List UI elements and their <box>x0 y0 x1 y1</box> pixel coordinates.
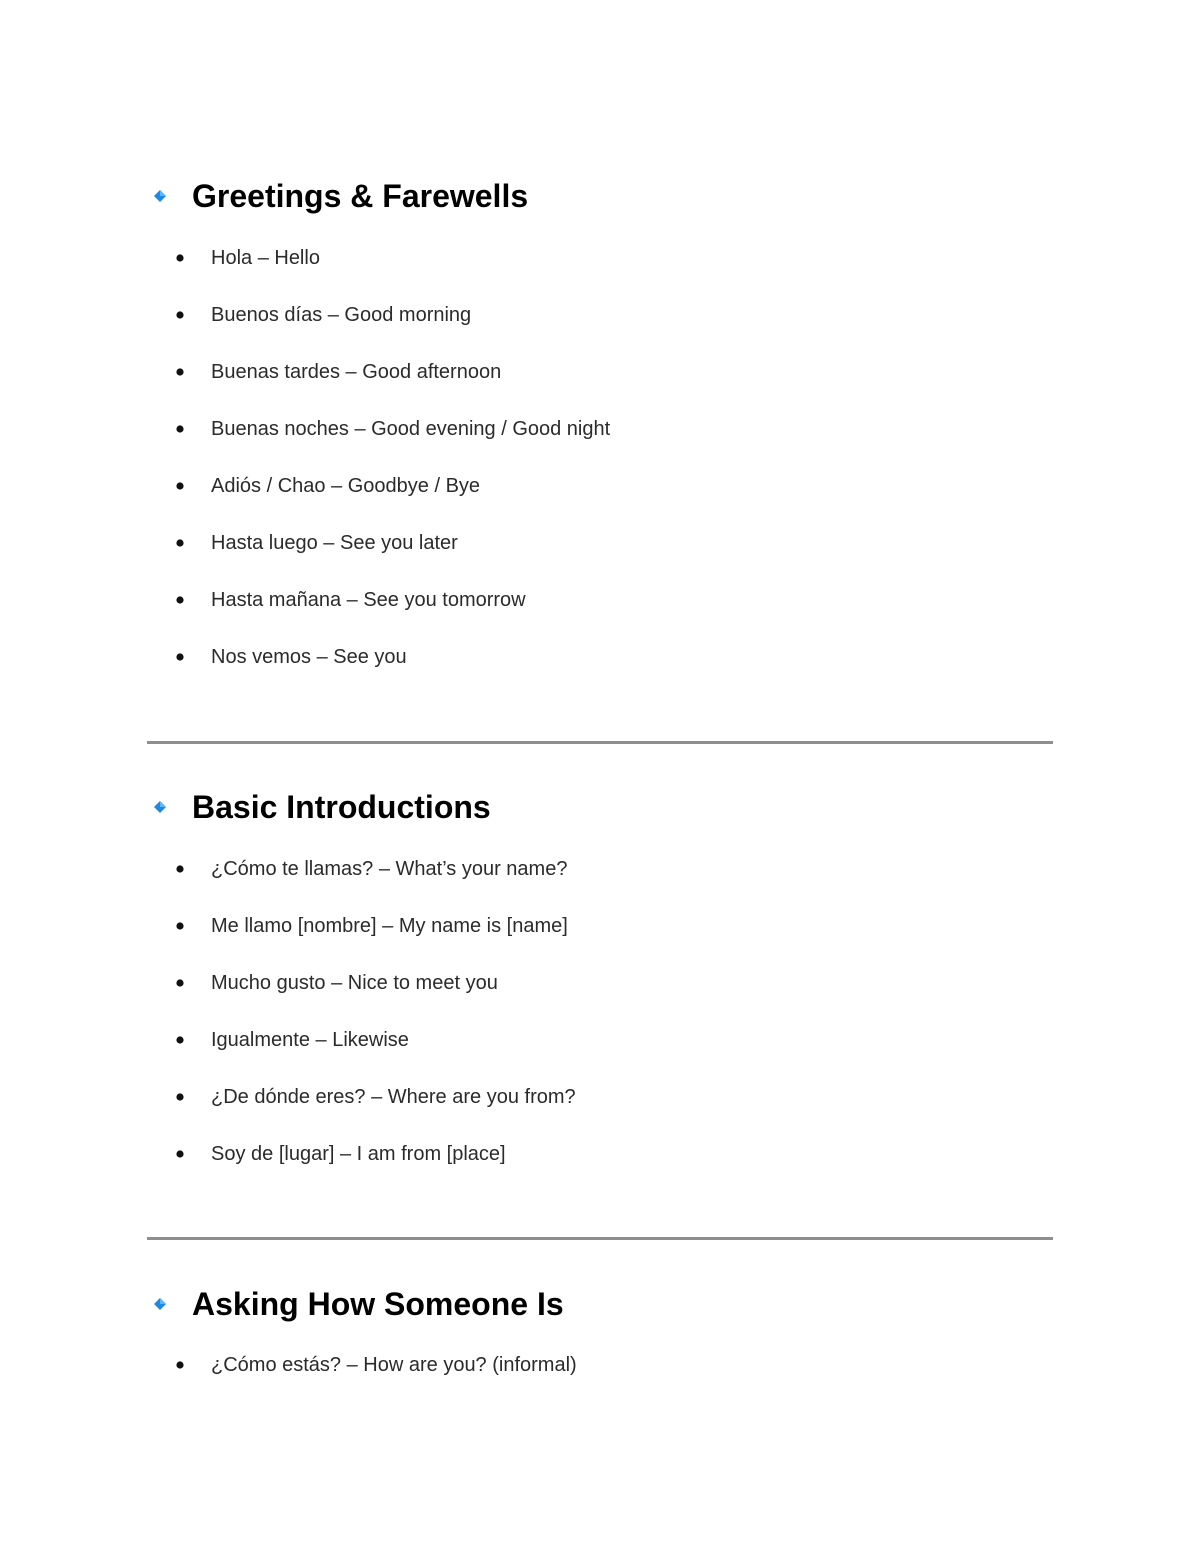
list-item <box>176 1352 577 1409</box>
section-heading <box>152 1284 564 1324</box>
list-item <box>176 530 610 587</box>
section-heading <box>152 176 528 216</box>
phrase-text: ¿De dónde eres? – Where are you from? <box>211 1086 576 1108</box>
list-item <box>176 245 610 302</box>
bullet-icon <box>176 311 184 319</box>
phrase-text: ¿Cómo te llamas? – What’s your name? <box>211 858 568 880</box>
bullet-icon <box>176 368 184 376</box>
phrase-text: Hasta luego – See you later <box>211 532 458 554</box>
bullet-icon <box>176 596 184 604</box>
bullet-icon <box>176 425 184 433</box>
list-item <box>176 856 576 913</box>
bullet-icon <box>176 482 184 490</box>
section-divider <box>147 1237 1053 1240</box>
list-item <box>176 1027 576 1084</box>
section-title: Greetings & Farewells <box>192 178 529 214</box>
bullet-icon <box>176 1036 184 1044</box>
diamond-icon <box>152 799 168 815</box>
phrase-text: Buenas tardes – Good afternoon <box>211 361 502 383</box>
section-title: Basic Introductions <box>192 789 491 825</box>
phrase-text: Hasta mañana – See you tomorrow <box>211 589 526 611</box>
section-divider <box>147 741 1053 744</box>
phrase-text: Igualmente – Likewise <box>211 1029 409 1051</box>
diamond-icon <box>152 1296 168 1312</box>
bullet-icon <box>176 1150 184 1158</box>
bullet-icon <box>176 922 184 930</box>
phrase-text: Soy de [lugar] – I am from [place] <box>211 1143 506 1165</box>
list-item <box>176 913 576 970</box>
section-title: Asking How Someone Is <box>192 1286 564 1322</box>
phrase-text: Adiós / Chao – Goodbye / Bye <box>211 475 481 497</box>
phrase-text: Buenas noches – Good evening / Good night <box>211 418 611 440</box>
list-item <box>176 359 610 416</box>
list-item <box>176 1084 576 1141</box>
phrase-list <box>176 245 610 701</box>
bullet-icon <box>176 1361 184 1369</box>
phrase-text: Hola – Hello <box>211 247 320 269</box>
bullet-icon <box>176 539 184 547</box>
bullet-icon <box>176 1093 184 1101</box>
list-item <box>176 473 610 530</box>
bullet-icon <box>176 865 184 873</box>
phrase-text: Buenos días – Good morning <box>211 304 472 326</box>
list-item <box>176 416 610 473</box>
list-item <box>176 587 610 644</box>
list-item <box>176 302 610 359</box>
section-heading <box>152 787 491 827</box>
list-item <box>176 1141 576 1198</box>
phrase-list <box>176 1352 577 1409</box>
bullet-icon <box>176 653 184 661</box>
phrase-text: ¿Cómo estás? – How are you? (informal) <box>211 1354 577 1376</box>
phrase-text: Nos vemos – See you <box>211 646 407 668</box>
phrase-list <box>176 856 576 1198</box>
diamond-icon <box>152 188 168 204</box>
bullet-icon <box>176 254 184 262</box>
phrase-text: Mucho gusto – Nice to meet you <box>211 972 498 994</box>
list-item <box>176 970 576 1027</box>
phrase-text: Me llamo [nombre] – My name is [name] <box>211 915 568 937</box>
list-item <box>176 644 610 701</box>
bullet-icon <box>176 979 184 987</box>
